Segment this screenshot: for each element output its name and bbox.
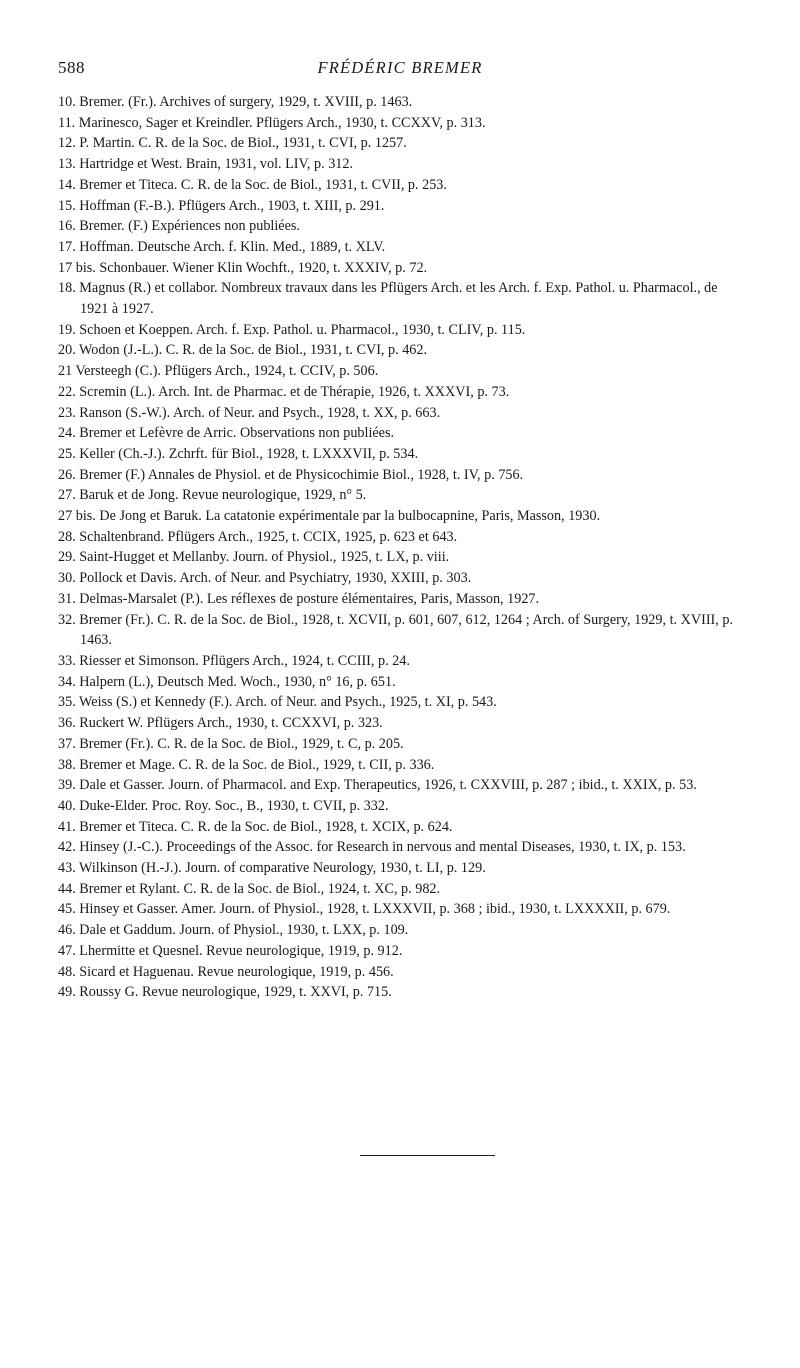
- reference-item: 45. Hinsey et Gasser. Amer. Journ. of Physiol., 1928, t. LXXXVII, p. 368 ; ibid., 1930, t. LXXXXII, p. 679.: [58, 901, 671, 918]
- reference-item: 25. Keller (Ch.-J.). Zchrft. für Biol., 1928, t. LXXXVII, p. 534.: [58, 445, 419, 462]
- reference-item: 40. Duke-Elder. Proc. Roy. Soc., B., 1930, t. CVII, p. 332.: [58, 797, 389, 814]
- reference-item: 15. Hoffman (F.-B.). Pflügers Arch., 1903, t. XIII, p. 291.: [58, 197, 385, 214]
- reference-item: 12. P. Martin. C. R. de la Soc. de Biol., 1931, t. CVI, p. 1257.: [58, 135, 407, 152]
- reference-item: 16. Bremer. (F.) Expériences non publiées.: [58, 218, 300, 235]
- reference-item: 39. Dale et Gasser. Journ. of Pharmacol. and Exp. Therapeutics, 1926, t. CXXVIII, p. 287 ; ibid., t. XXIX, p. 53.: [58, 777, 697, 794]
- reference-item: 24. Bremer et Lefèvre de Arric. Observations non publiées.: [58, 425, 395, 442]
- reference-item: 42. Hinsey (J.-C.). Proceedings of the Assoc. for Research in nervous and mental Diseases, 1930, t. IX, p. 153.: [58, 839, 686, 856]
- reference-item: 36. Ruckert W. Pflügers Arch., 1930, t. CCXXVI, p. 323.: [58, 715, 383, 732]
- reference-item: 14. Bremer et Titeca. C. R. de la Soc. de Biol., 1931, t. CVII, p. 253.: [58, 176, 447, 193]
- reference-item: 22. Scremin (L.). Arch. Int. de Pharmac. et de Thérapie, 1926, t. XXXVI, p. 73.: [58, 383, 510, 400]
- reference-item: 17 bis. Schonbauer. Wiener Klin Wochft., 1920, t. XXXIV, p. 72.: [58, 259, 428, 276]
- reference-item: 32. Bremer (Fr.). C. R. de la Soc. de Biol., 1928, t. XCVII, p. 601, 607, 612, 1264 ; Arch. of Surgery, 1929, t. XVIII, p. 1463.: [58, 611, 734, 649]
- reference-item: 33. Riesser et Simonson. Pflügers Arch., 1924, t. CCIII, p. 24.: [58, 652, 410, 669]
- reference-item: 49. Roussy G. Revue neurologique, 1929, t. XXVI, p. 715.: [58, 984, 392, 1001]
- reference-item: 28. Schaltenbrand. Pflügers Arch., 1925, t. CCIX, 1925, p. 623 et 643.: [58, 528, 458, 545]
- reference-item: 46. Dale et Gaddum. Journ. of Physiol., 1930, t. LXX, p. 109.: [58, 922, 409, 939]
- reference-item: 30. Pollock et Davis. Arch. of Neur. and Psychiatry, 1930, XXIII, p. 303.: [58, 570, 472, 587]
- reference-item: 20. Wodon (J.-L.). C. R. de la Soc. de Biol., 1931, t. CVI, p. 462.: [58, 342, 428, 359]
- reference-item: 19. Schoen et Koeppen. Arch. f. Exp. Pathol. u. Pharmacol., 1930, t. CLIV, p. 115.: [58, 321, 526, 338]
- reference-item: 23. Ranson (S.-W.). Arch. of Neur. and Psych., 1928, t. XX, p. 663.: [58, 404, 441, 421]
- reference-item: 10. Bremer. (Fr.). Archives of surgery, 1929, t. XVIII, p. 1463.: [58, 94, 413, 110]
- reference-item: 48. Sicard et Haguenau. Revue neurologique, 1919, p. 456.: [58, 963, 394, 980]
- reference-item: 34. Halpern (L.), Deutsch Med. Woch., 1930, n° 16, p. 651.: [58, 673, 396, 690]
- reference-item: 29. Saint-Hugget et Mellanby. Journ. of Physiol., 1925, t. LX, p. viii.: [58, 549, 450, 566]
- reference-item: 43. Wilkinson (H.-J.). Journ. of comparative Neurology, 1930, t. LI, p. 129.: [58, 860, 486, 877]
- reference-item: 26. Bremer (F.) Annales de Physiol. et de Physicochimie Biol., 1928, t. IV, p. 756.: [58, 466, 524, 483]
- reference-item: 11. Marinesco, Sager et Kreindler. Pflügers Arch., 1930, t. CCXXV, p. 313.: [58, 114, 486, 131]
- reference-item: 41. Bremer et Titeca. C. R. de la Soc. de Biol., 1928, t. XCIX, p. 624.: [58, 818, 453, 835]
- reference-item: 38. Bremer et Mage. C. R. de la Soc. de Biol., 1929, t. CII, p. 336.: [58, 756, 435, 773]
- running-title: FRÉDÉRIC BREMER: [317, 58, 483, 77]
- reference-item: 13. Hartridge et West. Brain, 1931, vol. LIV, p. 312.: [58, 156, 354, 173]
- reference-item: 27. Baruk et de Jong. Revue neurologique, 1929, n° 5.: [58, 487, 367, 504]
- reference-item: 18. Magnus (R.) et collabor. Nombreux travaux dans les Pflügers Arch. et les Arch. f. Exp. Pathol. u. Pharmacol., de 1921 à 1927.: [58, 280, 718, 318]
- reference-item: 44. Bremer et Rylant. C. R. de la Soc. de Biol., 1924, t. XC, p. 982.: [58, 880, 441, 897]
- page-header: [58, 58, 742, 82]
- reference-item: 37. Bremer (Fr.). C. R. de la Soc. de Biol., 1929, t. C, p. 205.: [58, 735, 404, 752]
- page-number: 588: [58, 58, 85, 77]
- reference-item: 21 Versteegh (C.). Pflügers Arch., 1924, t. CCIV, p. 506.: [58, 363, 379, 380]
- reference-item: 31. Delmas-Marsalet (P.). Les réflexes de posture élémentaires, Paris, Masson, 1927.: [58, 590, 540, 607]
- reference-item: 35. Weiss (S.) et Kennedy (F.). Arch. of Neur. and Psych., 1925, t. XI, p. 543.: [58, 694, 497, 711]
- reference-list: [58, 92, 748, 1003]
- reference-item: 27 bis. De Jong et Baruk. La catatonie expérimentale par la bulbocapnine, Paris, Masson, 1930.: [58, 508, 601, 525]
- reference-item: 17. Hoffman. Deutsche Arch. f. Klin. Med., 1889, t. XLV.: [58, 238, 386, 255]
- reference-item: 47. Lhermitte et Quesnel. Revue neurologique, 1919, p. 912.: [58, 942, 403, 959]
- footer-rule: [360, 1155, 495, 1156]
